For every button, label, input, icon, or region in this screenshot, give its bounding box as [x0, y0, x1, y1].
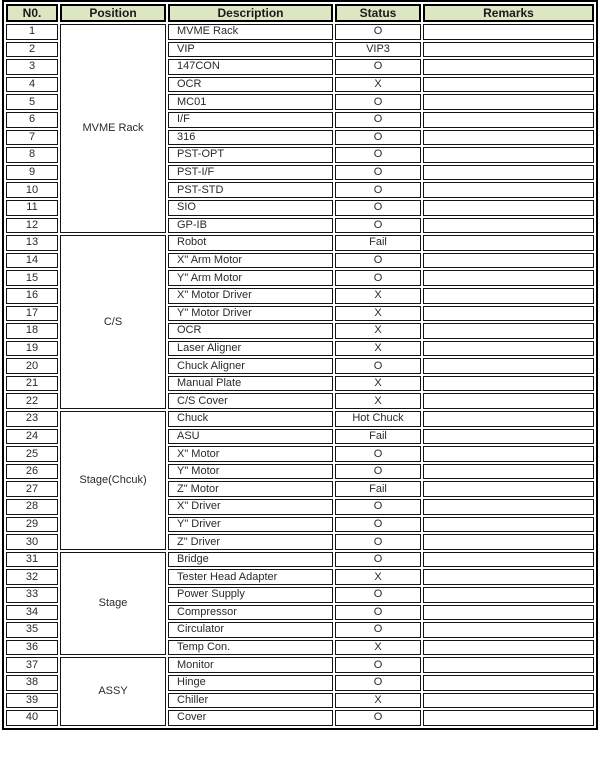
- table-row: [6, 657, 594, 673]
- no-cell: 11: [6, 200, 58, 216]
- no-cell: 28: [6, 499, 58, 515]
- status-cell: Fail: [335, 429, 421, 445]
- no-cell: 16: [6, 288, 58, 304]
- description-cell: I/F: [168, 112, 333, 128]
- no-cell: 18: [6, 323, 58, 339]
- description-cell: C/S Cover: [168, 393, 333, 409]
- header-cell-status: Status: [335, 4, 421, 22]
- description-cell: Power Supply: [168, 587, 333, 603]
- no-cell: 34: [6, 605, 58, 621]
- header-cell-remarks: Remarks: [423, 4, 594, 22]
- description-cell: MVME Rack: [168, 24, 333, 40]
- table-header-row: [6, 4, 594, 22]
- position-cell: Stage(Chcuk): [60, 411, 166, 550]
- no-cell: 13: [6, 235, 58, 251]
- status-cell: O: [335, 59, 421, 75]
- no-cell: 1: [6, 24, 58, 40]
- no-cell: 15: [6, 270, 58, 286]
- status-cell: O: [335, 182, 421, 198]
- header-cell-description: Description: [168, 4, 333, 22]
- no-cell: 10: [6, 182, 58, 198]
- status-cell: O: [335, 499, 421, 515]
- description-cell: Chiller: [168, 693, 333, 709]
- status-cell: O: [335, 270, 421, 286]
- status-cell: X: [335, 640, 421, 656]
- description-cell: Bridge: [168, 552, 333, 568]
- status-cell: X: [335, 306, 421, 322]
- no-cell: 22: [6, 393, 58, 409]
- no-cell: 8: [6, 147, 58, 163]
- remarks-cell: [423, 605, 594, 621]
- status-cell: O: [335, 534, 421, 550]
- remarks-cell: [423, 376, 594, 392]
- remarks-cell: [423, 42, 594, 58]
- description-cell: Temp Con.: [168, 640, 333, 656]
- status-cell: X: [335, 693, 421, 709]
- no-cell: 35: [6, 622, 58, 638]
- description-cell: Y" Arm Motor: [168, 270, 333, 286]
- status-cell: O: [335, 112, 421, 128]
- status-cell: O: [335, 622, 421, 638]
- status-cell: O: [335, 587, 421, 603]
- header-cell-position: Position: [60, 4, 166, 22]
- remarks-cell: [423, 429, 594, 445]
- status-cell: O: [335, 710, 421, 726]
- status-cell: O: [335, 130, 421, 146]
- no-cell: 24: [6, 429, 58, 445]
- description-cell: Circulator: [168, 622, 333, 638]
- status-cell: Hot Chuck: [335, 411, 421, 427]
- no-cell: 31: [6, 552, 58, 568]
- remarks-cell: [423, 517, 594, 533]
- status-cell: O: [335, 675, 421, 691]
- status-cell: X: [335, 323, 421, 339]
- no-cell: 29: [6, 517, 58, 533]
- no-cell: 2: [6, 42, 58, 58]
- status-cell: Fail: [335, 235, 421, 251]
- remarks-cell: [423, 165, 594, 181]
- description-cell: MC01: [168, 94, 333, 110]
- remarks-cell: [423, 693, 594, 709]
- remarks-cell: [423, 640, 594, 656]
- description-cell: OCR: [168, 323, 333, 339]
- remarks-cell: [423, 59, 594, 75]
- description-cell: Z" Driver: [168, 534, 333, 550]
- description-cell: X" Motor Driver: [168, 288, 333, 304]
- description-cell: Compressor: [168, 605, 333, 621]
- status-cell: O: [335, 253, 421, 269]
- no-cell: 7: [6, 130, 58, 146]
- no-cell: 12: [6, 218, 58, 234]
- no-cell: 30: [6, 534, 58, 550]
- no-cell: 17: [6, 306, 58, 322]
- description-cell: GP-IB: [168, 218, 333, 234]
- status-cell: X: [335, 393, 421, 409]
- remarks-cell: [423, 235, 594, 251]
- description-cell: SIO: [168, 200, 333, 216]
- status-cell: O: [335, 24, 421, 40]
- status-cell: X: [335, 569, 421, 585]
- no-cell: 26: [6, 464, 58, 480]
- description-cell: X" Motor: [168, 446, 333, 462]
- description-cell: X" Arm Motor: [168, 253, 333, 269]
- status-cell: O: [335, 94, 421, 110]
- no-cell: 19: [6, 341, 58, 357]
- remarks-cell: [423, 464, 594, 480]
- status-cell: O: [335, 218, 421, 234]
- no-cell: 21: [6, 376, 58, 392]
- remarks-cell: [423, 534, 594, 550]
- no-cell: 37: [6, 657, 58, 673]
- position-cell: ASSY: [60, 657, 166, 725]
- description-cell: Y" Driver: [168, 517, 333, 533]
- remarks-cell: [423, 499, 594, 515]
- description-cell: Y" Motor: [168, 464, 333, 480]
- description-cell: OCR: [168, 77, 333, 93]
- remarks-cell: [423, 24, 594, 40]
- remarks-cell: [423, 446, 594, 462]
- status-cell: VIP3: [335, 42, 421, 58]
- remarks-cell: [423, 323, 594, 339]
- no-cell: 27: [6, 481, 58, 497]
- description-cell: Chuck: [168, 411, 333, 427]
- remarks-cell: [423, 393, 594, 409]
- description-cell: Y" Motor Driver: [168, 306, 333, 322]
- no-cell: 14: [6, 253, 58, 269]
- remarks-cell: [423, 130, 594, 146]
- remarks-cell: [423, 710, 594, 726]
- table-row: [6, 552, 594, 568]
- status-cell: O: [335, 657, 421, 673]
- description-cell: 316: [168, 130, 333, 146]
- status-cell: X: [335, 288, 421, 304]
- description-cell: PST-I/F: [168, 165, 333, 181]
- remarks-cell: [423, 675, 594, 691]
- no-cell: 23: [6, 411, 58, 427]
- no-cell: 6: [6, 112, 58, 128]
- remarks-cell: [423, 341, 594, 357]
- description-cell: ASU: [168, 429, 333, 445]
- status-cell: O: [335, 147, 421, 163]
- description-cell: Cover: [168, 710, 333, 726]
- description-cell: VIP: [168, 42, 333, 58]
- no-cell: 38: [6, 675, 58, 691]
- description-cell: Tester Head Adapter: [168, 569, 333, 585]
- no-cell: 32: [6, 569, 58, 585]
- status-cell: Fail: [335, 481, 421, 497]
- no-cell: 20: [6, 358, 58, 374]
- remarks-cell: [423, 77, 594, 93]
- no-cell: 3: [6, 59, 58, 75]
- remarks-cell: [423, 94, 594, 110]
- header-cell-no: N0.: [6, 4, 58, 22]
- status-cell: O: [335, 605, 421, 621]
- table-body: [6, 24, 594, 726]
- no-cell: 33: [6, 587, 58, 603]
- description-cell: X" Driver: [168, 499, 333, 515]
- no-cell: 9: [6, 165, 58, 181]
- status-cell: O: [335, 200, 421, 216]
- status-cell: O: [335, 464, 421, 480]
- remarks-cell: [423, 481, 594, 497]
- remarks-cell: [423, 569, 594, 585]
- remarks-cell: [423, 358, 594, 374]
- table-row: [6, 235, 594, 251]
- position-cell: MVME Rack: [60, 24, 166, 233]
- position-cell: Stage: [60, 552, 166, 656]
- description-cell: Z" Motor: [168, 481, 333, 497]
- status-cell: O: [335, 446, 421, 462]
- no-cell: 40: [6, 710, 58, 726]
- remarks-cell: [423, 147, 594, 163]
- table-row: [6, 24, 594, 40]
- remarks-cell: [423, 112, 594, 128]
- no-cell: 36: [6, 640, 58, 656]
- remarks-cell: [423, 182, 594, 198]
- status-cell: O: [335, 165, 421, 181]
- table-row: [6, 411, 594, 427]
- status-cell: O: [335, 552, 421, 568]
- remarks-cell: [423, 411, 594, 427]
- no-cell: 5: [6, 94, 58, 110]
- description-cell: Chuck Aligner: [168, 358, 333, 374]
- description-cell: Robot: [168, 235, 333, 251]
- remarks-cell: [423, 253, 594, 269]
- status-cell: O: [335, 358, 421, 374]
- status-cell: X: [335, 376, 421, 392]
- description-cell: 147CON: [168, 59, 333, 75]
- description-cell: PST-STD: [168, 182, 333, 198]
- no-cell: 39: [6, 693, 58, 709]
- remarks-cell: [423, 288, 594, 304]
- no-cell: 25: [6, 446, 58, 462]
- remarks-cell: [423, 270, 594, 286]
- description-cell: PST-OPT: [168, 147, 333, 163]
- remarks-cell: [423, 200, 594, 216]
- position-cell: C/S: [60, 235, 166, 409]
- description-cell: Manual Plate: [168, 376, 333, 392]
- description-cell: Laser Aligner: [168, 341, 333, 357]
- status-cell: O: [335, 517, 421, 533]
- status-cell: X: [335, 77, 421, 93]
- status-cell: X: [335, 341, 421, 357]
- no-cell: 4: [6, 77, 58, 93]
- description-cell: Hinge: [168, 675, 333, 691]
- remarks-cell: [423, 657, 594, 673]
- remarks-cell: [423, 552, 594, 568]
- description-cell: Monitor: [168, 657, 333, 673]
- remarks-cell: [423, 218, 594, 234]
- remarks-cell: [423, 587, 594, 603]
- remarks-cell: [423, 306, 594, 322]
- equipment-status-table: [2, 0, 598, 730]
- remarks-cell: [423, 622, 594, 638]
